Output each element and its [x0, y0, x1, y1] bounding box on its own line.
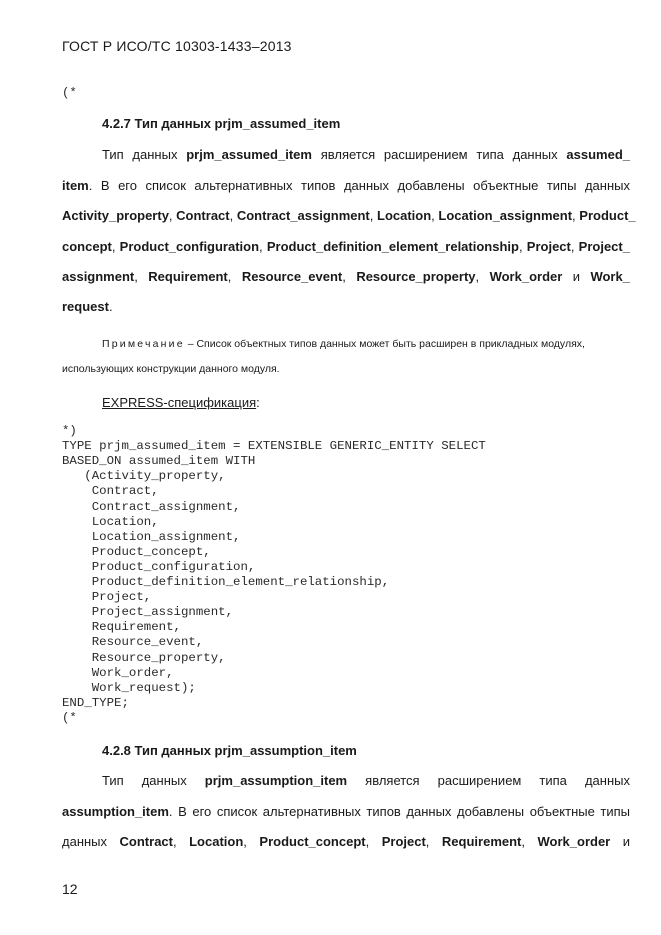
code-line: Product_definition_element_relationship, — [62, 575, 390, 589]
body-text: , — [572, 208, 580, 223]
paragraph-line — [62, 299, 630, 314]
code-line: (* — [62, 710, 77, 725]
identifier-text: prjm_assumed_item — [186, 147, 312, 162]
paragraph-line — [62, 178, 630, 193]
code-comment-open: (* — [62, 86, 77, 100]
code-line: Work_request); — [62, 680, 196, 695]
body-text: , — [259, 239, 267, 254]
identifier-text: Resource_event — [241, 269, 343, 284]
body-text: , — [227, 269, 242, 284]
code-line: Product_configuration, — [62, 559, 256, 574]
code-line: Resource_property, — [62, 650, 226, 665]
paragraph-line — [62, 208, 636, 223]
code-line: Resource_event, — [62, 635, 204, 650]
body-text: , — [521, 834, 538, 849]
note-line-2: использующих конструкции данного модуля. — [62, 363, 280, 375]
body-text: является расширением типа данных — [311, 147, 567, 162]
body-text: и — [610, 834, 631, 849]
identifier-text: assumed_ — [566, 147, 630, 162]
identifier-text: Requirement — [441, 834, 522, 849]
identifier-text: Work_order — [537, 834, 611, 849]
body-text: , — [243, 834, 260, 849]
note-line-1 — [102, 338, 585, 350]
body-text: , — [425, 834, 442, 849]
body-text: и — [562, 269, 591, 284]
body-text: , — [431, 208, 439, 223]
body-text: , — [570, 239, 579, 254]
body-text: , — [369, 208, 377, 223]
body-text: , — [475, 269, 490, 284]
identifier-text: request — [62, 299, 109, 314]
identifier-text: item — [62, 178, 89, 193]
code-line: BASED_ON assumed_item WITH — [62, 454, 256, 469]
document-header: ГОСТ Р ИСО/ТС 10303-1433–2013 — [62, 38, 292, 54]
paragraph-line — [62, 269, 630, 284]
code-line: Requirement, — [62, 620, 181, 635]
identifier-text: Activity_property — [62, 208, 169, 223]
identifier-text: Location_assignment — [438, 208, 573, 223]
identifier-text: Project_ — [578, 239, 630, 254]
page-number: 12 — [62, 881, 78, 897]
identifier-text: Work_order — [489, 269, 563, 284]
section-4-2-7-heading: 4.2.7 Тип данных prjm_assumed_item — [102, 116, 341, 131]
express-spec-label — [102, 395, 260, 410]
identifier-text: Contract — [176, 208, 230, 223]
body-text: типа — [539, 773, 567, 788]
body-text: Тип — [102, 773, 124, 788]
body-text: , — [172, 834, 190, 849]
body-text: , — [518, 239, 527, 254]
body-text: расширением — [437, 773, 522, 788]
code-line: END_TYPE; — [62, 695, 129, 710]
code-line: Project_assignment, — [62, 605, 234, 620]
section-4-2-8-heading: 4.2.8 Тип данных prjm_assumption_item — [102, 743, 357, 758]
identifier-text: Product_ — [579, 208, 636, 223]
identifier-text: Project — [526, 239, 571, 254]
identifier-text: Requirement — [148, 269, 228, 284]
code-line: Product_concept, — [62, 544, 211, 559]
identifier-text: Work_ — [590, 269, 630, 284]
paragraph-line — [102, 147, 630, 162]
paragraph-line — [62, 239, 630, 254]
body-text: . — [108, 299, 113, 314]
body-text: . В его список альтернативных типов данных добавлены объектные типы данных — [88, 178, 630, 193]
body-text: , — [365, 834, 382, 849]
identifier-text: Product_concept — [259, 834, 366, 849]
paragraph-line — [62, 804, 630, 819]
identifier-text: Product_configuration — [119, 239, 260, 254]
identifier-text: Resource_property — [356, 269, 476, 284]
body-text: является — [365, 773, 420, 788]
identifier-text: Contract — [119, 834, 173, 849]
express-spec-colon: : — [256, 395, 260, 410]
code-line: Contract, — [62, 484, 159, 499]
code-line: *) — [62, 424, 77, 438]
code-line: Contract_assignment, — [62, 499, 241, 514]
code-line: TYPE prjm_assumed_item = EXTENSIBLE GENERIC_ENTITY SELECT — [62, 439, 486, 454]
identifier-text: Project — [381, 834, 426, 849]
code-line: Location_assignment, — [62, 529, 241, 544]
body-text: Тип данных — [102, 147, 187, 162]
note-label: Примечание — [102, 338, 185, 350]
identifier-text: prjm_assumption_item — [204, 773, 348, 788]
note-text: – Список объектных типов данных может быть расширен в прикладных модулях, — [184, 338, 585, 350]
body-text: , — [229, 208, 237, 223]
paragraph-line — [62, 834, 630, 849]
body-text: , — [134, 269, 149, 284]
body-text: , — [342, 269, 357, 284]
code-line: Location, — [62, 514, 159, 529]
code-line: Project, — [62, 590, 152, 605]
body-text: данных — [141, 773, 187, 788]
identifier-text: assignment — [62, 269, 135, 284]
identifier-text: assumption_item — [62, 804, 169, 819]
identifier-text: Location — [189, 834, 244, 849]
identifier-text: Location — [377, 208, 432, 223]
body-text: , — [168, 208, 177, 223]
identifier-text: concept — [62, 239, 112, 254]
paragraph-line — [102, 773, 630, 788]
body-text: данных — [584, 773, 630, 788]
identifier-text: Contract_assignment — [236, 208, 370, 223]
express-spec-link-text: EXPRESS-спецификация — [102, 395, 257, 410]
code-line: Work_order, — [62, 665, 174, 680]
body-text: данных — [62, 834, 120, 849]
body-text: , — [111, 239, 120, 254]
identifier-text: Product_definition_element_relationship — [266, 239, 519, 254]
body-text: . В его список альтернативных типов данных добавлены объектные типы — [168, 804, 630, 819]
code-line: (Activity_property, — [62, 469, 226, 484]
